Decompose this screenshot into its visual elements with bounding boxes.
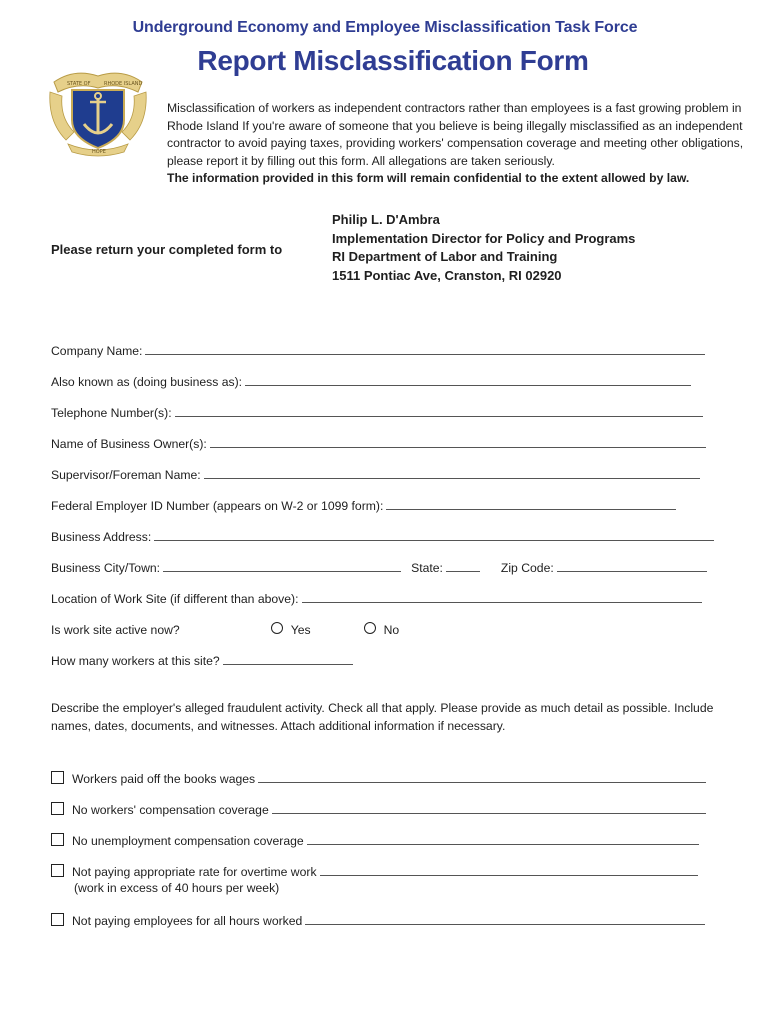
no-option[interactable] [364, 622, 400, 637]
svg-text:RHODE ISLAND: RHODE ISLAND [104, 81, 143, 87]
site-active-label: Is work site active now? [51, 623, 180, 637]
site-active-row [51, 619, 399, 637]
telephone-field[interactable] [175, 404, 703, 417]
contact-department: RI Department of Labor and Training [332, 249, 558, 265]
contact-name: Philip L. D'Ambra [332, 212, 440, 227]
checklist-label: No unemployment compensation coverage [72, 834, 304, 848]
svg-text:STATE OF: STATE OF [67, 81, 91, 87]
supervisor-row [51, 464, 700, 482]
city-row [51, 557, 707, 575]
checklist-detail-field[interactable] [320, 863, 698, 876]
telephone-row [51, 402, 703, 420]
yes-label: Yes [290, 623, 311, 637]
state-label: State: [411, 561, 443, 575]
dba-row [51, 371, 691, 389]
checklist-checkbox[interactable] [51, 913, 64, 926]
checklist-detail-field[interactable] [272, 801, 706, 814]
checklist-checkbox[interactable] [51, 802, 64, 815]
intro-paragraph [167, 100, 747, 188]
fein-field[interactable] [386, 497, 676, 510]
dba-label: Also known as (doing business as): [51, 375, 243, 389]
form-title: Report Misclassification Form [197, 45, 589, 76]
city-label: Business City/Town: [51, 561, 161, 575]
describe-instructions: Describe the employer's alleged fraudulent activity. Check all that apply. Please provide as much detail as possible. Include names, dates, documents, and witnesses. Attach additional information if necessary. [51, 701, 714, 733]
city-field[interactable] [163, 559, 401, 572]
work-site-label: Location of Work Site (if different than above): [51, 592, 299, 606]
work-site-field[interactable] [302, 590, 702, 603]
confidentiality-note: The information provided in this form will remain confidential to the extent allowed by law. [167, 171, 690, 185]
fein-label: Federal Employer ID Number (appears on W-2 or 1099 form): [51, 499, 384, 513]
zip-label: Zip Code: [500, 561, 554, 575]
return-address [332, 211, 635, 285]
checklist-detail-field[interactable] [258, 770, 706, 783]
owner-label: Name of Business Owner(s): [51, 437, 207, 451]
checklist-item [51, 861, 698, 879]
checklist-detail-field[interactable] [307, 832, 699, 845]
return-label: Please return your completed form to [51, 242, 283, 257]
checklist-label: Not paying employees for all hours worked [72, 914, 303, 928]
checklist-checkbox[interactable] [51, 771, 64, 784]
workers-count-label: How many workers at this site? [51, 654, 220, 668]
checklist-item [51, 910, 705, 928]
workers-count-row [51, 650, 353, 668]
address-field[interactable] [154, 528, 714, 541]
checklist-checkbox[interactable] [51, 833, 64, 846]
company-name-label: Company Name: [51, 344, 143, 358]
state-field[interactable] [446, 559, 480, 572]
supervisor-label: Supervisor/Foreman Name: [51, 468, 201, 482]
contact-street: 1511 Pontiac Ave, Cranston, RI 02920 [332, 267, 562, 283]
contact-position: Implementation Director for Policy and Programs [332, 230, 636, 246]
workers-count-field[interactable] [223, 652, 353, 665]
checklist-item [51, 768, 706, 786]
address-row [51, 526, 714, 544]
checklist-label: Not paying appropriate rate for overtime work [72, 865, 317, 879]
checklist-checkbox[interactable] [51, 864, 64, 877]
checklist-item [51, 830, 699, 848]
fein-row [51, 495, 676, 513]
yes-option[interactable] [271, 622, 311, 637]
owner-row [51, 433, 706, 451]
checklist-label: No workers' compensation coverage [72, 803, 269, 817]
checklist-detail-field[interactable] [305, 912, 705, 925]
no-radio[interactable] [364, 622, 376, 634]
work-site-row [51, 588, 702, 606]
no-label: No [383, 623, 400, 637]
checklist-label: Workers paid off the books wages [72, 772, 256, 786]
zip-field[interactable] [557, 559, 707, 572]
owner-field[interactable] [210, 435, 706, 448]
svg-text:HOPE: HOPE [92, 149, 106, 155]
telephone-label: Telephone Number(s): [51, 406, 172, 420]
rhode-island-seal-logo [44, 62, 152, 158]
checklist-item [51, 799, 706, 817]
yes-radio[interactable] [271, 622, 283, 634]
supervisor-field[interactable] [204, 466, 700, 479]
dba-field[interactable] [245, 373, 691, 386]
overtime-note: (work in excess of 40 hours per week) [74, 881, 280, 895]
address-label: Business Address: [51, 530, 152, 544]
task-force-name: Underground Economy and Employee Misclassification Task Force [132, 19, 638, 36]
company-name-row [51, 340, 705, 358]
company-name-field[interactable] [145, 342, 705, 355]
intro-text: Misclassification of workers as independent contractors rather than employees is a fast growing problem in Rhode Island If you're aware of someone that you believe is being illegally misclassified as an independent contractor to avoid paying taxes, providing workers' compensation coverage and meeting other obligations, please report it by filling out this form. All allegations are taken seriously. [167, 101, 744, 168]
